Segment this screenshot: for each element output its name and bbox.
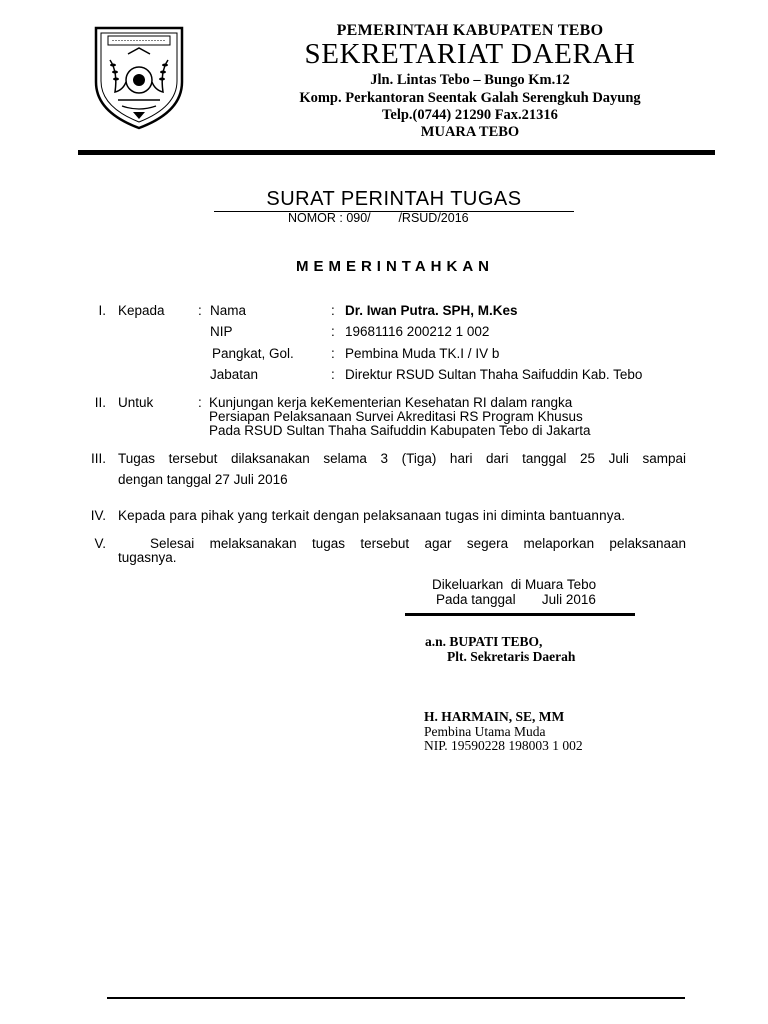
signatory-rank: Pembina Utama Muda (424, 724, 546, 739)
section-2-label: Untuk (118, 395, 154, 410)
field-colon: : (331, 367, 335, 382)
issued-place: Dikeluarkan di Muara Tebo (432, 577, 597, 592)
signatory-nip: NIP. 19590228 198003 1 002 (424, 738, 583, 753)
letterhead-phone: Telp.(0744) 21290 Fax.21316 (382, 107, 558, 123)
letterhead-divider (78, 150, 715, 155)
signature-position: Plt. Sekretaris Daerah (447, 649, 576, 664)
signature-on-behalf: a.n. BUPATI TEBO, (425, 634, 543, 649)
purpose-line-1: Kunjungan kerja keKementerian Kesehatan RI dalam rangka (209, 395, 573, 410)
section-3-numeral: III. (90, 451, 106, 466)
letterhead-address-1: Jln. Lintas Tebo – Bungo Km.12 (370, 72, 570, 88)
report-line-1: Selesai melaksanakan tugas tersebut agar segera melaporkan pelaksanaan (150, 536, 686, 551)
duration-line-1: Tugas tersebut dilaksanakan selama 3 (Tiga) hari dari tanggal 25 Juli sampai (118, 451, 686, 466)
issued-date: Pada tanggal Juli 2016 (436, 592, 596, 607)
regency-emblem (88, 20, 190, 132)
document-title: SURAT PERINTAH TUGAS (266, 188, 522, 210)
field-colon: : (331, 346, 335, 361)
field-label-nip: NIP (210, 324, 233, 339)
document-number: NOMOR : 090/ /RSUD/2016 (288, 211, 469, 225)
section-4-numeral: IV. (90, 508, 106, 523)
purpose-line-2: Persiapan Pelaksanaan Survei Akreditasi RS Program Khusus (209, 409, 583, 424)
purpose-line-3: Pada RSUD Sultan Thaha Saifuddin Kabupaten Tebo di Jakarta (209, 423, 591, 438)
section-5-numeral: V. (94, 536, 106, 551)
letterhead-office: SEKRETARIAT DAERAH (304, 38, 636, 70)
section-1-label: Kepada (118, 303, 165, 318)
letterhead-government: PEMERINTAH KABUPATEN TEBO (336, 22, 604, 39)
field-label-pangkat: Pangkat, Gol. (212, 346, 294, 361)
signatory-name: H. HARMAIN, SE, MM (424, 709, 565, 724)
field-colon: : (331, 303, 335, 318)
field-label-jabatan: Jabatan (210, 367, 259, 382)
section-2-numeral: II. (94, 395, 106, 410)
field-value-jabatan: Direktur RSUD Sultan Thaha Saifuddin Kab. Tebo (345, 367, 643, 382)
order-heading: MEMERINTAHKAN (295, 258, 495, 275)
field-colon: : (331, 324, 335, 339)
page-footer-rule (107, 997, 685, 999)
report-line-2: tugasnya. (118, 550, 177, 565)
section-1-numeral: I. (98, 303, 106, 318)
section-1-colon: : (198, 303, 202, 318)
assistance-text: Kepada para pihak yang terkait dengan pelaksanaan tugas ini diminta bantuannya. (118, 508, 626, 523)
duration-line-2: dengan tanggal 27 Juli 2016 (118, 472, 288, 487)
section-2-colon: : (198, 395, 202, 410)
field-value-pangkat: Pembina Muda TK.I / IV b (345, 346, 500, 361)
field-value-nama: Dr. Iwan Putra. SPH, M.Kes (345, 303, 518, 318)
field-label-nama: Nama (210, 303, 247, 318)
field-value-nip: 19681116 200212 1 002 (345, 324, 490, 339)
letterhead-address-2: Komp. Perkantoran Seentak Galah Serengkuh Dayung (299, 90, 641, 106)
letterhead-city: MUARA TEBO (420, 124, 520, 140)
issued-divider (405, 613, 635, 616)
